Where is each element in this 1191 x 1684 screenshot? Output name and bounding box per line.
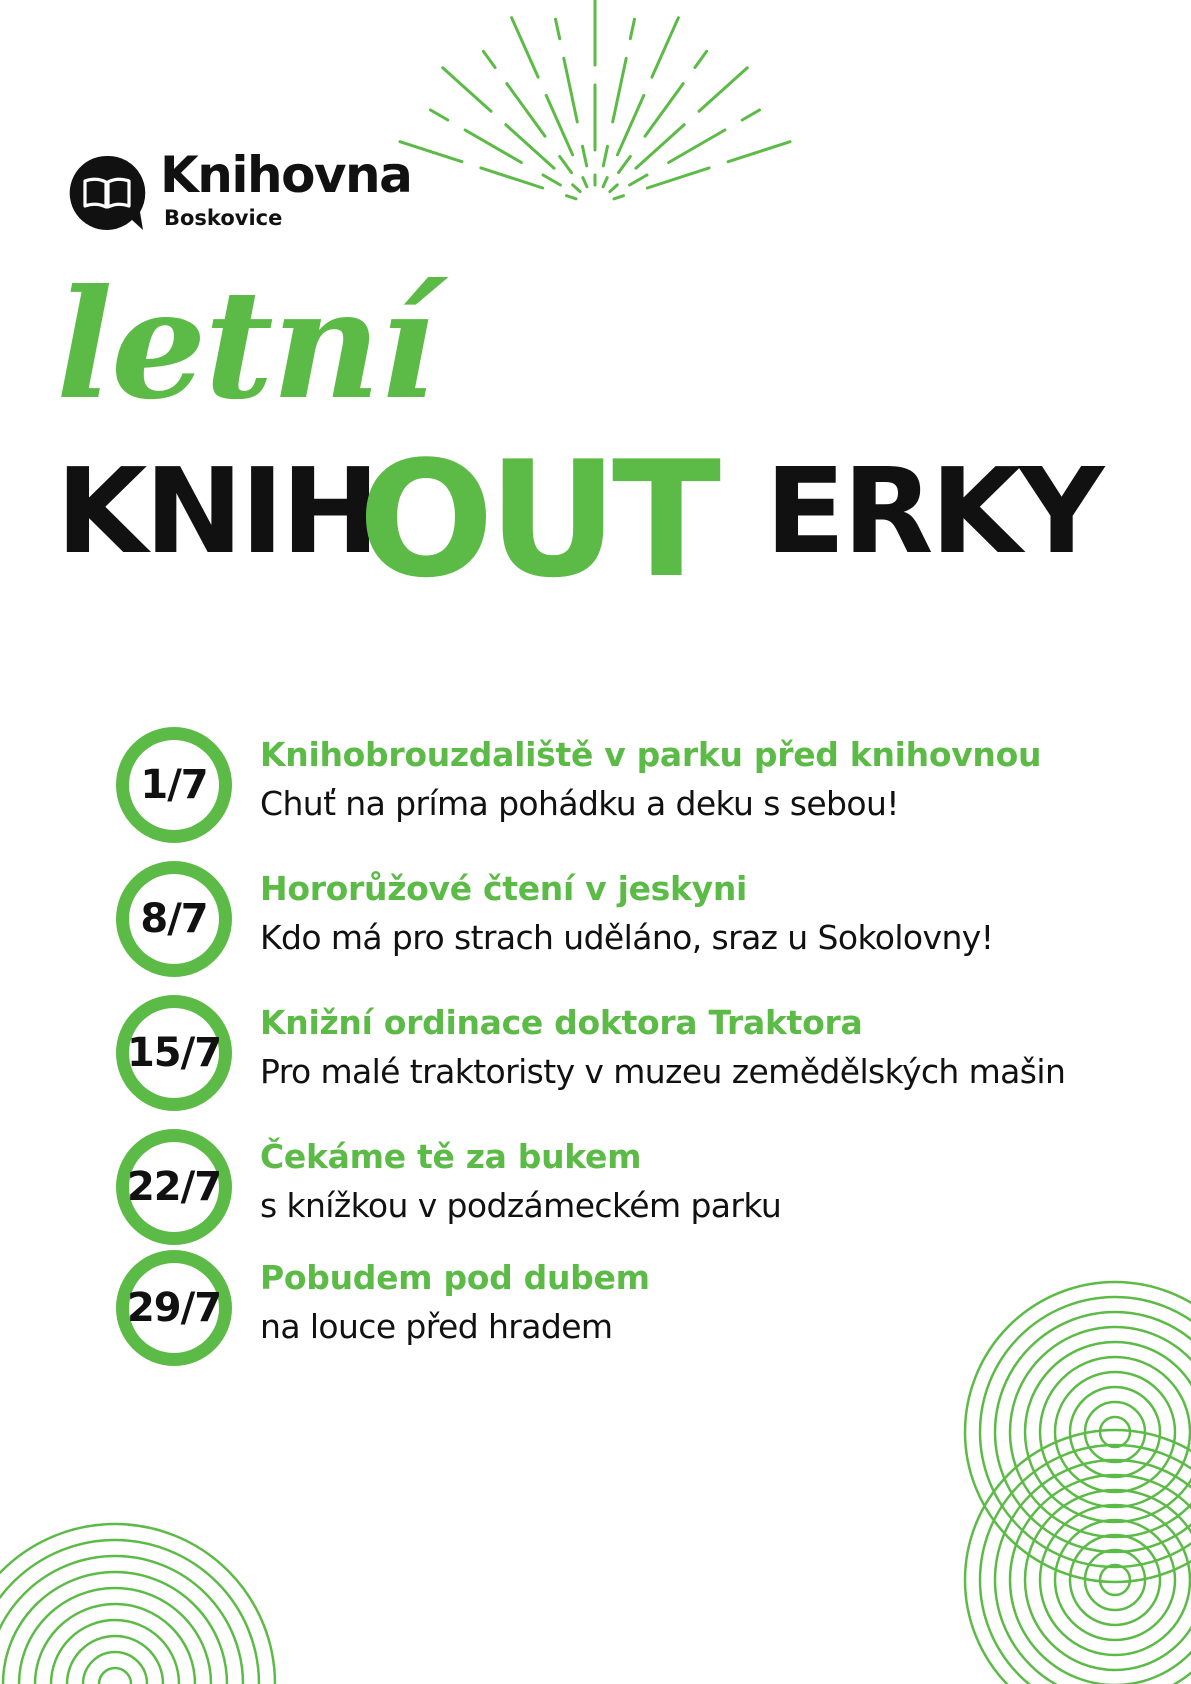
event-description: na louce před hradem (260, 1307, 613, 1346)
event-title: Knihobrouzdaliště v parku před knihovnou (260, 735, 1042, 774)
event-date: 22/7 (126, 1164, 222, 1210)
heading-highlight: OUT (358, 426, 716, 613)
event-item (116, 1129, 1176, 1250)
event-item (116, 1250, 1176, 1384)
library-logo (68, 146, 412, 240)
ring (35, 1604, 195, 1684)
event-date: 8/7 (140, 896, 208, 942)
event-item (116, 995, 1176, 1129)
ring (1025, 1490, 1191, 1670)
ring (67, 1636, 163, 1684)
date-badge (116, 727, 232, 843)
event-date: 15/7 (126, 1030, 222, 1076)
ring (1070, 1535, 1160, 1625)
event-description: Chuť na príma pohádku a deku s sebou! (260, 784, 899, 823)
heading-prefix: KNIH (56, 442, 377, 580)
event-description: Kdo má pro strach uděláno, sraz u Sokolovny! (260, 918, 994, 957)
date-badge (116, 1250, 232, 1366)
event-description: Pro malé traktoristy v muzeu zemědělských mašin (260, 1052, 1066, 1091)
event-title: Čekáme tě za bukem (260, 1137, 642, 1176)
ring (1100, 1565, 1130, 1595)
event-title: Hororůžové čtení v jeskyni (260, 869, 748, 908)
ring (1040, 1505, 1190, 1655)
event-item (116, 861, 1176, 995)
heading-title (56, 426, 1156, 613)
book-speech-bubble-icon (68, 154, 146, 232)
ring (99, 1668, 131, 1684)
event-date: 1/7 (140, 762, 208, 808)
heading-script-word: letní (56, 257, 434, 433)
library-city: Boskovice (164, 206, 283, 230)
date-badge (116, 1129, 232, 1245)
event-title: Pobudem pod dubem (260, 1258, 650, 1297)
library-name: Knihovna (160, 146, 412, 204)
event-item (116, 727, 1176, 861)
event-description: s knížkou v podzámeckém parku (260, 1186, 782, 1225)
event-title: Knižní ordinace doktora Traktora (260, 1003, 863, 1042)
ring (1100, 1417, 1130, 1447)
event-date: 29/7 (126, 1285, 222, 1331)
date-badge (116, 995, 232, 1111)
heading-suffix: ERKY (765, 442, 1102, 580)
event-list (116, 727, 1176, 1384)
date-badge (116, 861, 232, 977)
